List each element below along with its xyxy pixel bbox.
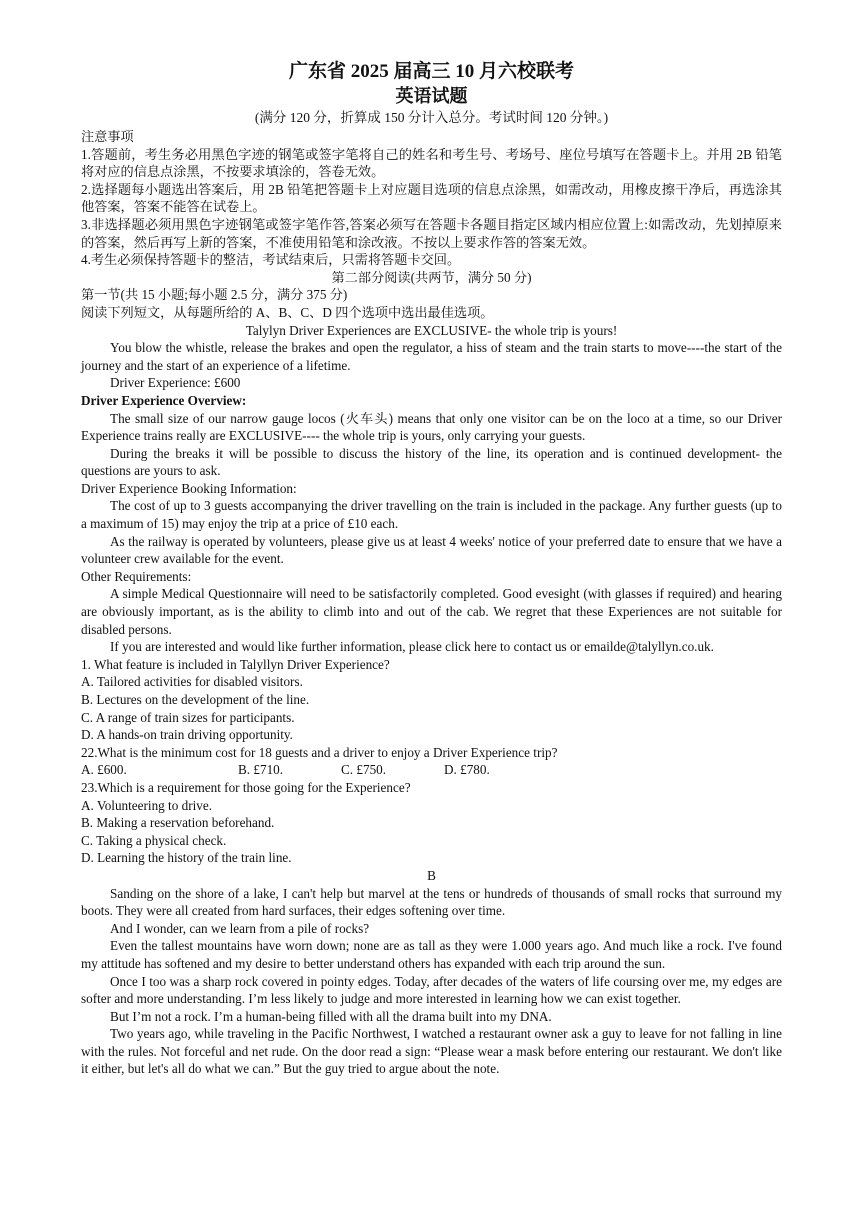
- passage-a-price: Driver Experience: £600: [110, 375, 241, 391]
- question-22-option-b: B. £710.: [238, 762, 284, 778]
- passage-a-paragraph: The cost of up to 3 guests accompanying the driver travelling on the train is included in the package. Any further guests (up to a maximum of 15) may enjoy the trip at a price of £10 each.: [81, 498, 782, 532]
- other-requirements-heading: Other Requirements:: [81, 568, 192, 584]
- question-1-option-b: B. Lectures on the development of the line.: [81, 692, 310, 707]
- question-22-options: [81, 761, 782, 779]
- overview-heading: Driver Experience Overview:: [81, 392, 247, 408]
- passage-a-title: Talylyn Driver Experiences are EXCLUSIVE- the whole trip is yours!: [245, 322, 618, 338]
- passage-b-paragraph: But I’m not a rock. I’m a human-being filled with all the drama built into my DNA.: [110, 1008, 552, 1024]
- note-1: 1.答题前，考生务必用黑色字迹的钢笔或签字笔将自己的姓名和考生号、考场号、座位号填写在答题卡上。并用 2B 铅笔将对应的信息点涂黑，不按要求填涂的，答卷无效。: [81, 146, 782, 180]
- reading-instruction: 阅读下列短文，从每题所给的 A、B、C、D 四个选项中选出最佳选项。: [81, 304, 494, 320]
- passage-a-paragraph: You blow the whistle, release the brakes and open the regulator, a hiss of steam and the train starts to move----the start of the journey and the start of an experience of a lifetime.: [81, 340, 782, 373]
- exam-title: 广东省 2025 届高三 10 月六校联考: [288, 61, 574, 82]
- subject-title: 英语试题: [395, 86, 468, 106]
- question-1-option-a: A. Tailored activities for disabled visitors.: [81, 674, 303, 690]
- note-2: 2.选择题每小题选出答案后，用 2B 铅笔把答题卡上对应题目选项的信息点涂黑，如需改动，用橡皮擦干净后，再选涂其他答案，答案不能答在试卷上。: [81, 181, 782, 215]
- question-22: 22.What is the minimum cost for 18 guests and a driver to enjoy a Driver Experience trip?: [81, 744, 558, 760]
- question-23-option-b: B. Making a reservation beforehand.: [81, 815, 275, 831]
- question-23-option-a: A. Volunteering to drive.: [81, 797, 213, 813]
- passage-a-paragraph: During the breaks it will be possible to discuss the history of the line, its operation and is continued development- the questions are yours to ask.: [81, 445, 782, 479]
- question-22-option-a: A. £600.: [81, 762, 127, 778]
- question-22-option-c: C. £750.: [341, 762, 387, 778]
- question-23: 23.Which is a requirement for those going for the Experience?: [81, 779, 411, 795]
- note-3: 3.非选择题必须用黑色字迹钢笔或签字笔作答,答案必须写在答题卡各题目指定区域内相应位置上:如需改动，先划掉原来的答案，然后再写上新的答案，不准使用铅笔和涂改液。不按以上要求作答的答案无效。: [81, 216, 782, 250]
- notes-heading: 注意事项: [81, 129, 134, 144]
- passage-a-paragraph: As the railway is operated by volunteers, please give us at least 4 weeks' notice of your preferred date to ensure that we have a volunteer crew available for the event.: [81, 533, 782, 567]
- section-1-heading: 第一节(共 15 小题;每小题 2.5 分，满分 375 分): [81, 287, 348, 303]
- passage-b-paragraph: Even the tallest mountains have worn down; none are as tall as they were 1.000 years ago. And much like a rock. I've found my attitude has softened and my desire to better understand others has expanded with each trip around the sun.: [81, 938, 782, 971]
- question-22-option-d: D. £780.: [444, 762, 490, 778]
- part-heading: 第二部分阅读(共两节，满分 50 分): [331, 269, 532, 285]
- passage-b-paragraph: And I wonder, can we learn from a pile of rocks?: [110, 920, 370, 936]
- passage-b-paragraph: Once I too was a sharp rock covered in pointy edges. Today, after decades of the waters of life coursing over me, my edges are softer and more understanding. I’m less likely to judge and more interested in learning how we can exist together.: [81, 973, 782, 1007]
- question-1-option-d: D. A hands-on train driving opportunity.: [81, 727, 293, 743]
- passage-a-paragraph: The small size of our narrow gauge locos (火车头) means that only one visitor can be on the loco at a time, so our Driver Experience trains really are EXCLUSIVE---- the whole trip is yours, only carrying your guests.: [81, 410, 782, 444]
- note-4: 4.考生必须保持答题卡的整洁，考试结束后，只需将答题卡交回。: [81, 252, 461, 268]
- question-1-option-c: C. A range of train sizes for participants.: [81, 709, 295, 725]
- passage-b-paragraph: Sanding on the shore of a lake, I can't help but marvel at the tens or hundreds of thousands of small rocks that surround my boots. They were all created from hard surfaces, their edges softening over time.: [81, 885, 782, 919]
- question-1: 1. What feature is included in Talyllyn Driver Experience?: [81, 656, 390, 672]
- passage-a-paragraph: If you are interested and would like further information, please click here to contact us or emailde@talyllyn.co.uk.: [110, 639, 714, 655]
- question-23-option-c: C. Taking a physical check.: [81, 832, 227, 848]
- passage-b-paragraph: Two years ago, while traveling in the Pacific Northwest, I watched a restaurant owner ask a guy to leave for not falling in line with the rules. Not forceful and net rude. On the door read a sign: “Please wear a mask before entering our restaurant. We don't like it either, but let's all do what we can.” But the guy tried to argue about the note.: [81, 1026, 782, 1077]
- question-23-option-d: D. Learning the history of the train line.: [81, 850, 292, 866]
- passage-a-paragraph: A simple Medical Questionnaire will need to be satisfactorily completed. Good evesight (with glasses if required) and hearing are obviously important, as is the ability to climb into and out of the cab. We regret that these Experiences are not suitable for disabled persons.: [81, 586, 782, 637]
- booking-heading: Driver Experience Booking Information:: [81, 480, 297, 496]
- score-note: (满分 120 分，折算成 150 分计入总分。考试时间 120 分钟。): [254, 110, 609, 125]
- passage-b-label: B: [427, 867, 436, 883]
